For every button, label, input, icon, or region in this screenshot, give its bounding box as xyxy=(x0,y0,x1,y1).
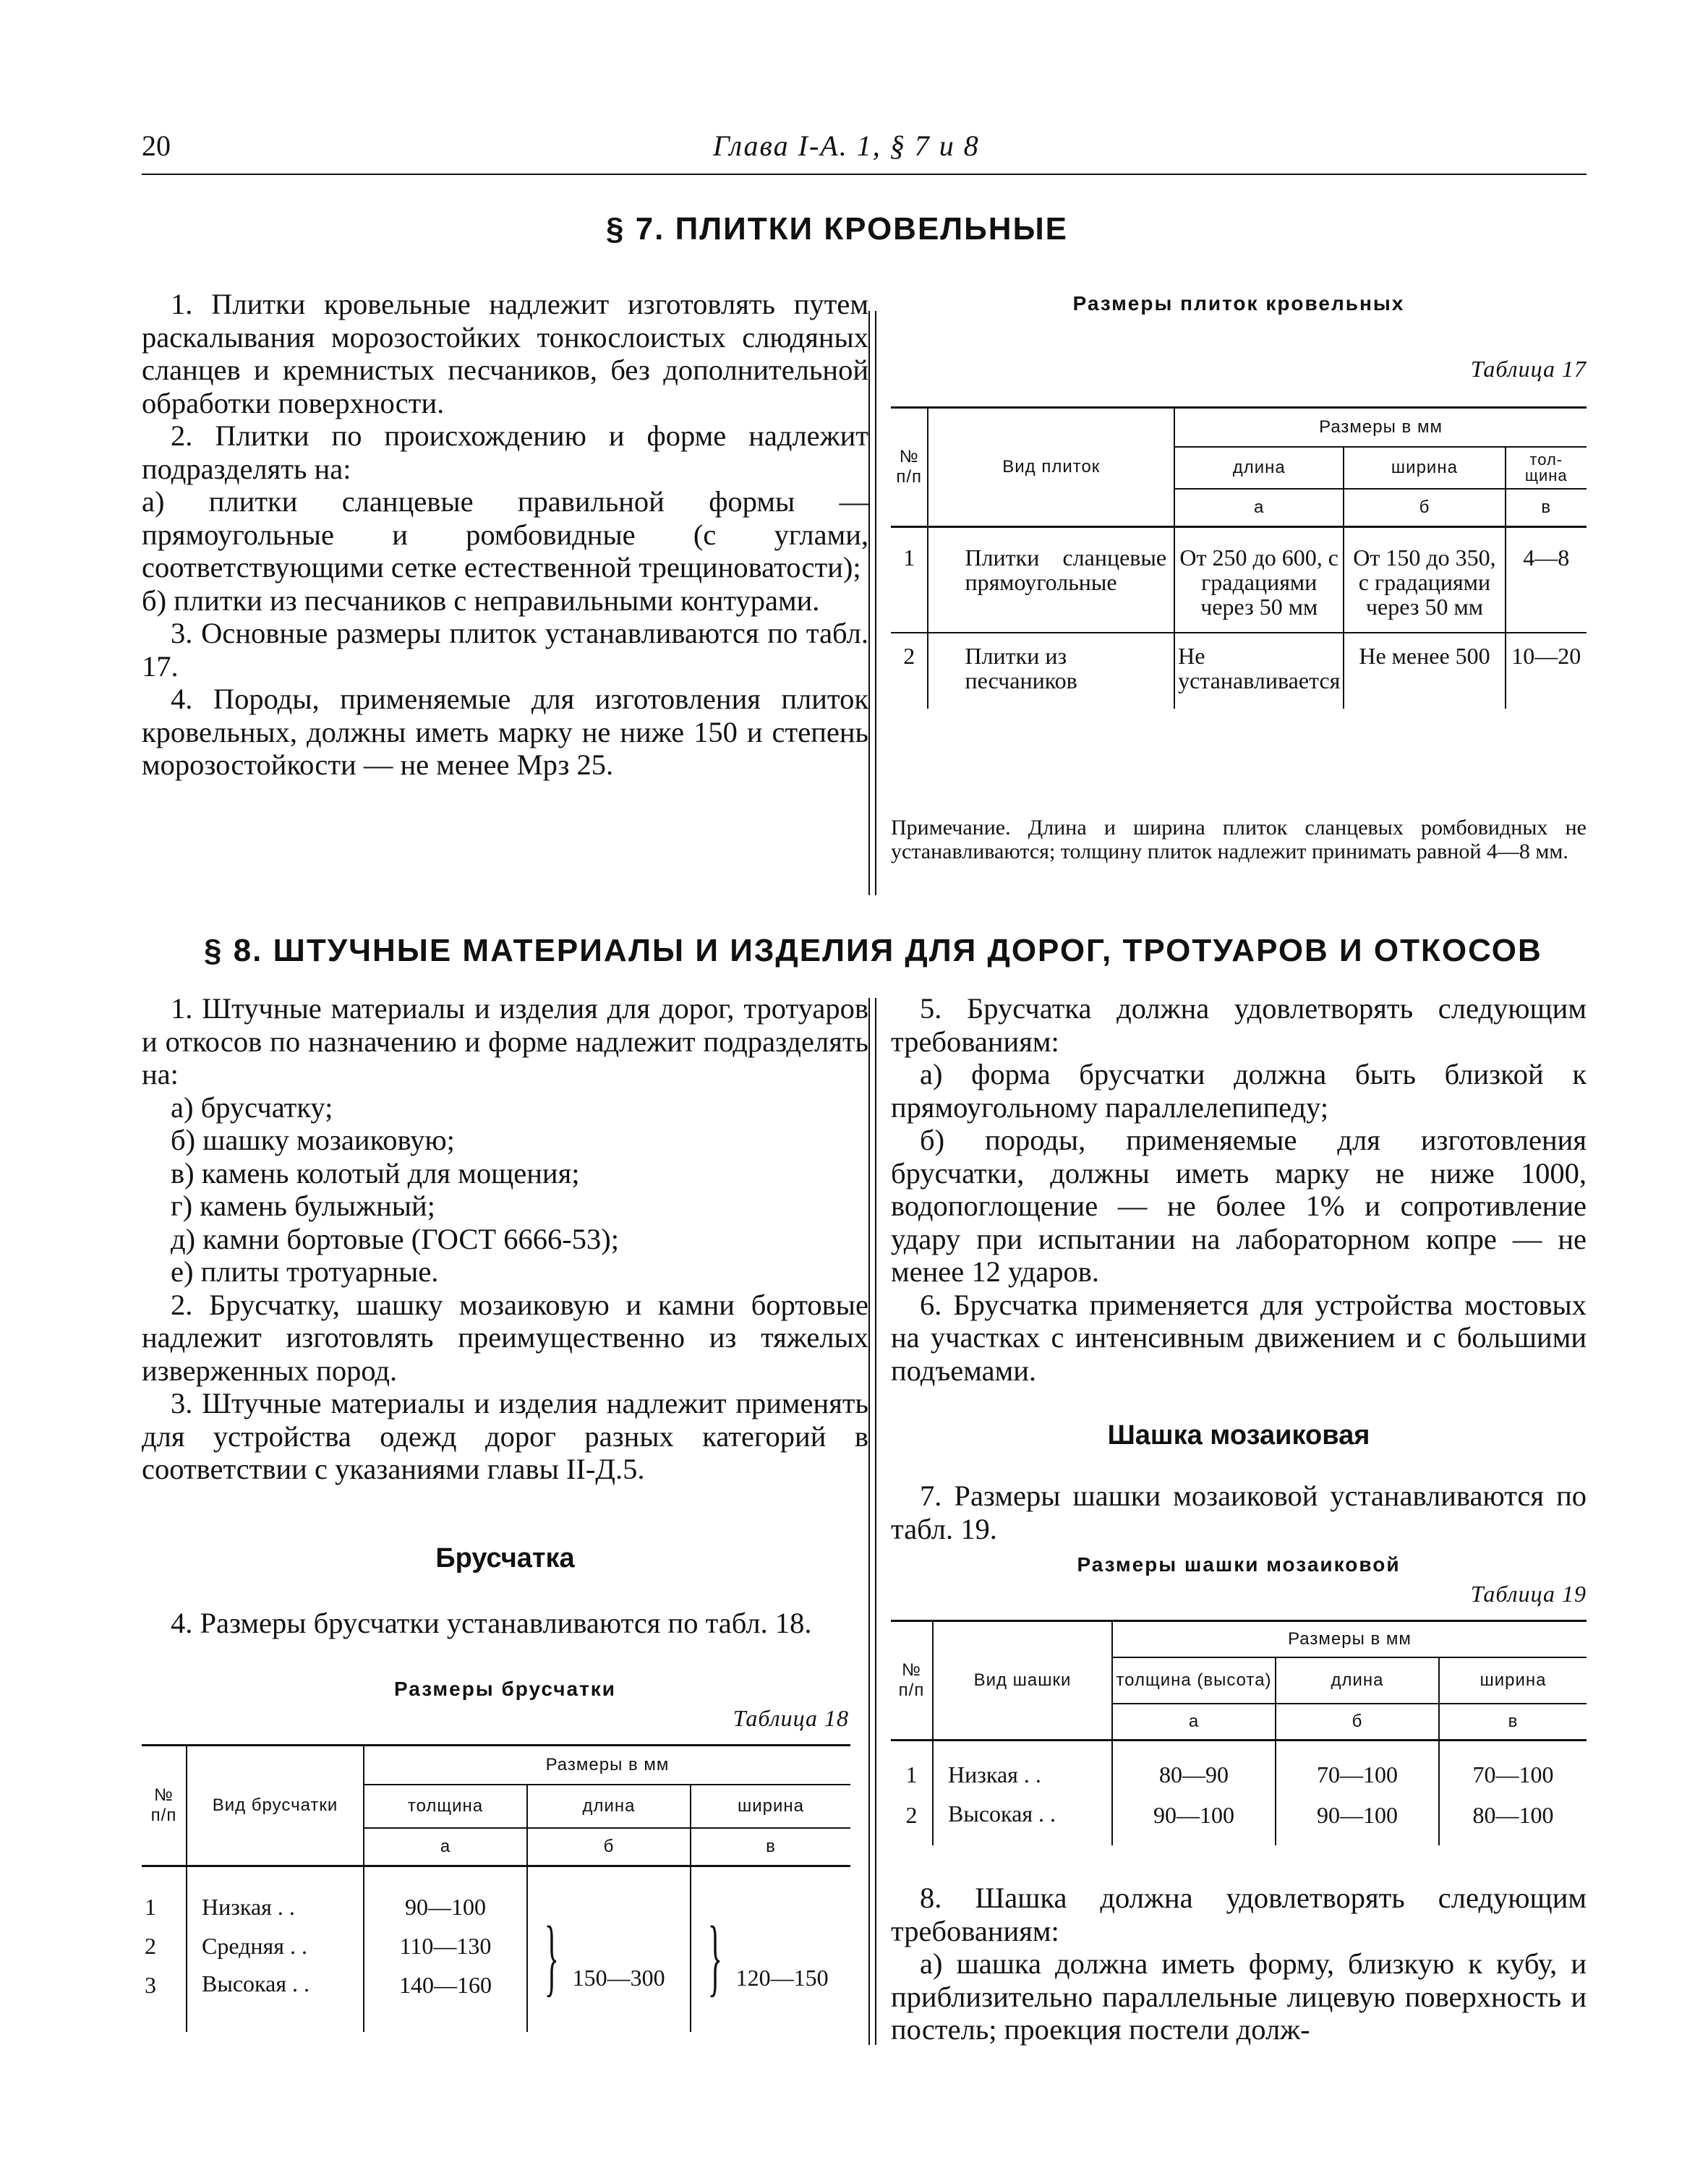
table-cell: 80—100 xyxy=(1439,1795,1587,1845)
section-8-right-text xyxy=(891,992,1587,1387)
list-item: а) брусчатку; xyxy=(171,1090,333,1124)
table-cell: 90—100 xyxy=(1112,1795,1276,1845)
column-header: Вид брусчатки xyxy=(187,1746,364,1866)
column-header: № п/п xyxy=(142,1746,187,1866)
table-cell: 110—130 xyxy=(364,1926,527,1965)
page-number: 20 xyxy=(142,129,171,162)
column-divider xyxy=(868,311,876,895)
list-item: а) форма брусчатки должна быть близкой к прямоугольному параллелепипеду; xyxy=(891,1058,1587,1124)
table-17-note: Примечание. Длина и ширина плиток сланцевых ромбовидных не устанавливаются; толщину плиток надлежит принимать равной 4—8 мм. xyxy=(891,816,1587,863)
paragraph: 4. Породы, применяемые для изготовления плиток кровельных, должны иметь марку не ниже 150 и степень морозостойкости — не менее Мрз 25. xyxy=(142,683,868,781)
width-value: 120—150 xyxy=(735,1964,829,1991)
paragraph: 7. Размеры шашки мозаиковой устанавливаются по табл. 19. xyxy=(891,1479,1587,1545)
table-cell: 90—100 xyxy=(364,1866,527,1927)
section-7-text xyxy=(142,288,868,782)
table-cell: 10—20 xyxy=(1506,633,1587,709)
column-letter: а xyxy=(364,1828,527,1866)
table-cell: 1 xyxy=(903,544,915,571)
column-letter: б xyxy=(1344,489,1505,527)
list-item: д) камни бортовые (ГОСТ 6666-53); xyxy=(171,1222,620,1255)
column-letter: в xyxy=(691,1828,850,1866)
table-cell: От 250 до 600, с градациями через 50 мм xyxy=(1174,527,1344,633)
table-18 xyxy=(142,1744,850,2032)
table-cell: Высокая . . xyxy=(187,1965,364,2032)
paragraph: 3. Основные размеры плиток устанавливаются по табл. 17. xyxy=(142,617,868,683)
paragraph: 1. Штучные материалы и изделия для дорог, тротуаров и откосов по назначению и форме надлежит подразделять на: xyxy=(142,992,868,1090)
column-letter: в xyxy=(1506,489,1587,527)
paragraph: 2. Плитки по происхождению и форме надлежит подразделять на: xyxy=(142,419,868,485)
column-letter: а xyxy=(1174,489,1344,527)
table-cell-length xyxy=(527,1866,691,2033)
column-letter: б xyxy=(527,1828,691,1866)
column-letter: в xyxy=(1439,1704,1587,1741)
section-8-left-text xyxy=(142,992,868,1486)
table-17-number: Таблица 17 xyxy=(1470,356,1587,382)
paragraph: 3. Штучные материалы и изделия надлежит применять для устройства одежд дорог разных категорий в соответствии с указаниями главы II-Д.5. xyxy=(142,1387,868,1485)
column-header: № п/п xyxy=(891,1621,933,1741)
table-17-caption: Размеры плиток кровельных xyxy=(1072,292,1405,315)
brace-icon: } xyxy=(707,1908,722,2004)
header-rule xyxy=(142,174,1587,175)
table-18-number: Таблица 18 xyxy=(733,1705,849,1731)
bruschatka-text xyxy=(142,1607,868,1640)
table-cell: 140—160 xyxy=(364,1965,527,2032)
column-header: длина xyxy=(1276,1657,1439,1704)
section-7-title: § 7. ПЛИТКИ КРОВЕЛЬНЫЕ xyxy=(606,211,1068,247)
column-header: ширина xyxy=(1439,1657,1587,1704)
table-cell: 3 xyxy=(145,1972,156,1998)
table-17 xyxy=(891,406,1587,709)
column-header: ширина xyxy=(1344,447,1505,489)
table-cell: 4—8 xyxy=(1506,527,1587,633)
paragraph: 5. Брусчатка должна удовлетворять следующим требованиям: xyxy=(891,992,1587,1058)
table-cell: 1 xyxy=(145,1894,156,1920)
table-cell: От 150 до 350, с градациями через 50 мм xyxy=(1344,527,1505,633)
list-item: б) плитки из песчаников с неправильными контурами. xyxy=(142,584,820,617)
table-cell: 2 xyxy=(145,1933,156,1959)
shashka-requirements xyxy=(891,1882,1587,2046)
table-cell: Плитки сланцевые прямоугольные xyxy=(928,527,1174,633)
list-item: а) шашка должна иметь форму, близкую к кубу, и приблизительно параллельные лицевую поверхность и постель; проекция постели долж- xyxy=(891,1947,1587,2046)
table-cell: 80—90 xyxy=(1112,1741,1276,1795)
list-item: е) плиты тротуарные. xyxy=(171,1255,439,1288)
paragraph: 1. Плитки кровельные надлежит изготовлять путем раскалывания морозостойких тонкослоистых слюдяных сланцев и кремнистых песчаников, без дополнительной обработки поверхности. xyxy=(142,288,868,419)
table-cell: Не менее 500 xyxy=(1344,633,1505,709)
shashka-heading: Шашка мозаиковая xyxy=(1107,1420,1370,1451)
list-item: б) породы, применяемые для изготовления брусчатки, должны иметь марку не ниже 1000, водопоглощение — не более 1% и сопротивление удару при испытании на лабораторном копре — не менее 12 ударов. xyxy=(891,1124,1587,1288)
table-cell: 90—100 xyxy=(1276,1795,1439,1845)
column-header: длина xyxy=(527,1785,691,1828)
paragraph: 6. Брусчатка применяется для устройства мостовых на участках с интенсивным движением и с большими подъемами. xyxy=(891,1288,1587,1387)
column-letter: б xyxy=(1276,1704,1439,1741)
brace-icon: } xyxy=(544,1908,559,2004)
table-cell: Средняя . . xyxy=(187,1926,364,1965)
column-header: длина xyxy=(1174,447,1344,489)
table-cell: 2 xyxy=(903,643,915,669)
table-cell: 1 xyxy=(905,1761,918,1788)
table-19-number: Таблица 19 xyxy=(1470,1581,1587,1607)
table-cell: 70—100 xyxy=(1439,1741,1587,1795)
bruschatka-heading: Брусчатка xyxy=(435,1543,575,1573)
running-title: Глава I-А. 1, § 7 и 8 xyxy=(713,129,980,162)
table-cell: 70—100 xyxy=(1276,1741,1439,1795)
column-header: толщина xyxy=(364,1785,527,1828)
table-cell-width xyxy=(691,1866,850,2033)
list-item: г) камень булыжный; xyxy=(171,1190,435,1222)
column-letter: а xyxy=(1112,1704,1276,1741)
paragraph: 2. Брусчатку, шашку мозаиковую и камни бортовые надлежит изготовлять преимущественно из тяжелых изверженных пород. xyxy=(142,1288,868,1387)
section-8-title: § 8. ШТУЧНЫЕ МАТЕРИАЛЫ И ИЗДЕЛИЯ ДЛЯ ДОРОГ, ТРОТУАРОВ И ОТКОСОВ xyxy=(204,933,1542,968)
table-19-caption: Размеры шашки мозаиковой xyxy=(1077,1553,1401,1576)
column-header: толщина (высота) xyxy=(1112,1657,1276,1704)
column-header: Размеры в мм xyxy=(1174,408,1587,448)
list-item: б) шашку мозаиковую; xyxy=(171,1124,455,1156)
shashka-text xyxy=(891,1479,1587,1545)
table-cell: Плитки из песчаников xyxy=(928,633,1174,709)
column-header: Вид плиток xyxy=(928,408,1174,527)
table-18-caption: Размеры брусчатки xyxy=(393,1678,617,1700)
column-header: Размеры в мм xyxy=(364,1746,850,1785)
column-divider xyxy=(868,998,876,2045)
table-cell: Низкая . . xyxy=(933,1741,1112,1795)
length-value: 150—300 xyxy=(572,1964,665,1991)
list-item: в) камень колотый для мощения; xyxy=(171,1156,580,1190)
column-header: Размеры в мм xyxy=(1112,1621,1587,1658)
list-item: а) плитки сланцевые правильной формы — прямоугольные и ромбовидные (с углами, соответствующими сетке естественной трещиноватости); xyxy=(142,485,868,584)
paragraph: 4. Размеры брусчатки устанавливаются по табл. 18. xyxy=(171,1607,812,1639)
column-header: Вид шашки xyxy=(933,1621,1112,1741)
paragraph: 8. Шашка должна удовлетворять следующим требованиям: xyxy=(891,1882,1587,1947)
table-cell: Не устанавливается xyxy=(1174,633,1344,709)
table-19 xyxy=(891,1620,1587,1845)
column-header: тол-щина xyxy=(1506,447,1587,489)
table-cell: Высокая . . xyxy=(933,1795,1112,1845)
table-cell: 2 xyxy=(905,1802,918,1828)
column-header: ширина xyxy=(691,1785,850,1828)
column-header: № п/п xyxy=(891,408,928,527)
table-cell: Низкая . . xyxy=(187,1866,364,1927)
